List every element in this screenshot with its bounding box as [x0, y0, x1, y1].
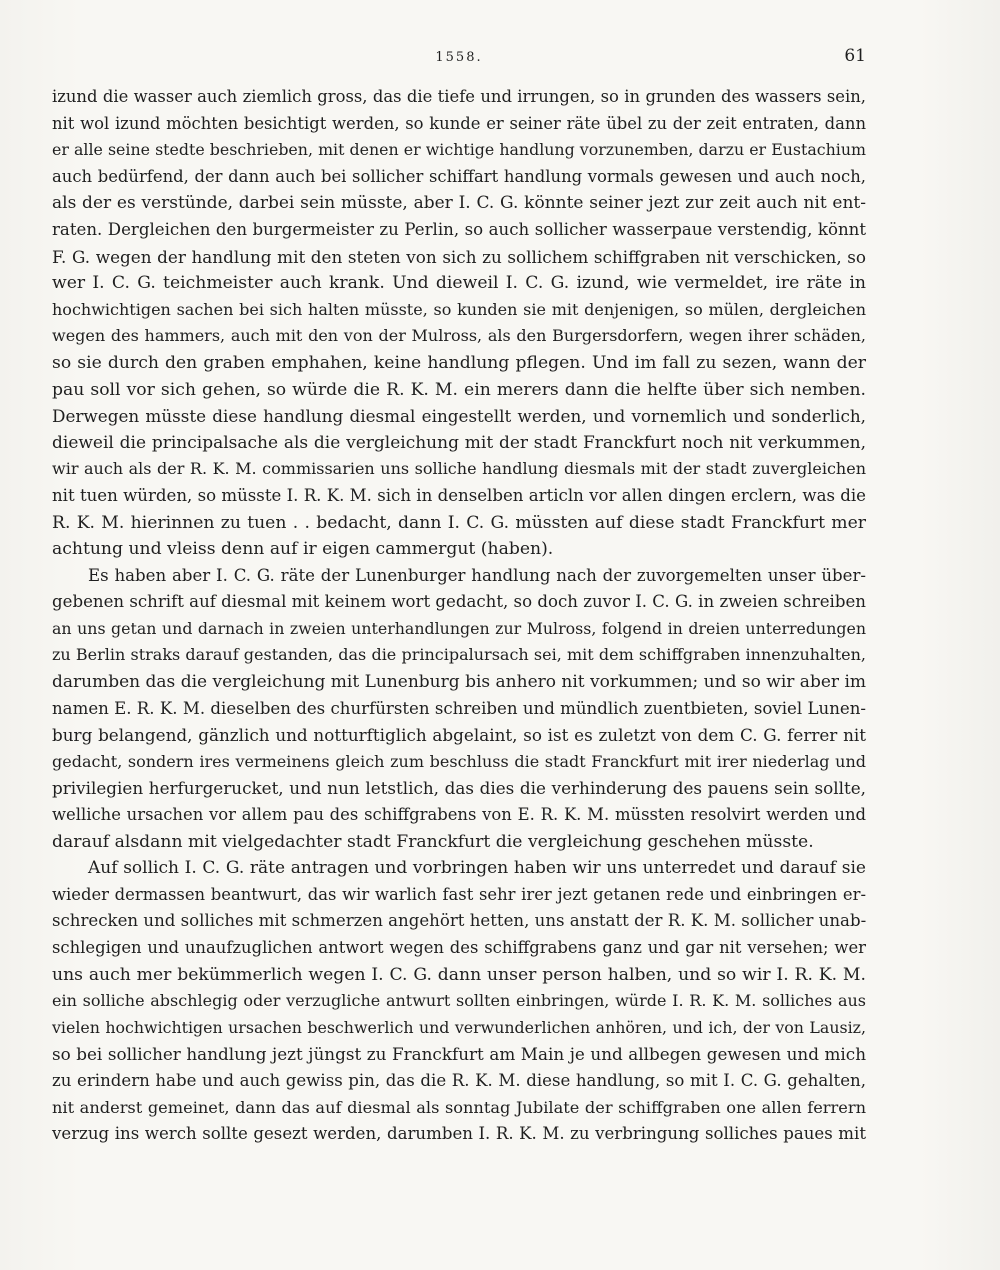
text-line: wegen des hammers, auch mit den von der Mulross, als den Burgersdorfern, wegen ihrer schäden, — [52, 326, 866, 346]
text-line: verzug ins werch sollte gesezt werden, darumben I. R. K. M. zu verbringung solliches paues mit — [52, 1124, 866, 1144]
text-line: schlegigen und unaufzuglichen antwort wegen des schiffgrabens ganz und gar nit versehen; wer — [52, 938, 866, 957]
text-line: er alle seine stedte beschrieben, mit denen er wichtige handlung vorzunemben, darzu er Eustachium — [52, 140, 866, 160]
text-line: Auf sollich I. C. G. räte antragen und vorbringen haben wir uns unterredet und darauf sie — [88, 858, 866, 879]
body-text — [52, 84, 866, 1148]
text-line: wer I. C. G. teichmeister auch krank. Und dieweil I. C. G. izund, wie vermeldet, ire räte in — [52, 273, 866, 294]
text-line: wieder dermassen beantwurt, das wir warlich fast sehr irer jezt getanen rede und einbringen er- — [52, 884, 866, 904]
page-number: 61 — [844, 46, 866, 66]
text-line: so sie durch den graben emphahen, keine handlung pflegen. Und im fall zu sezen, wann der — [52, 352, 866, 373]
text-line: so bei sollicher handlung jezt jüngst zu Franckfurt am Main je und allbegen gewesen und mich — [52, 1044, 866, 1065]
text-line: raten. Dergleichen den burgermeister zu Perlin, so auch sollicher wasserpaue verstendig, könnt — [52, 219, 866, 239]
text-line: darumben das die vergleichung mit Lunenburg bis anhero nit vorkummen; und so wir aber im — [52, 672, 866, 693]
text-line: zu Berlin straks darauf gestanden, das die principalursach sei, mit dem schiffgraben innenzuhalten, — [52, 645, 866, 665]
text-line: nit wol izund möchten besichtigt werden, so kunde er seiner räte übel zu der zeit entraten, dann — [52, 113, 866, 133]
text-line: darauf alsdann mit vielgedachter stadt Franckfurt die vergleichung geschehen müsste. — [52, 831, 814, 852]
text-line: namen E. R. K. M. dieselben des churfürsten schreiben und mündlich zuentbieten, soviel Lunen- — [52, 698, 866, 718]
text-line: nit anderst gemeinet, dann das auf diesmal als sonntag Jubilate der schiffgraben one allen ferrern — [52, 1097, 866, 1117]
text-line: schrecken und solliches mit schmerzen angehört hetten, uns anstatt der R. K. M. sollicher unab- — [52, 911, 867, 931]
text-line: privilegien herfurgerucket, und nun letstlich, das dies die verhinderung des pauens sein sollte, — [52, 778, 866, 799]
text-line: hochwichtigen sachen bei sich halten müsste, so kunden sie mit denjenigen, so mülen, dergleichen — [52, 299, 866, 319]
text-line: auch bedürfend, der dann auch bei sollicher schiffart handlung vormals gewesen und auch noch, — [52, 166, 866, 186]
text-line: R. K. M. hierinnen zu tuen . . bedacht, dann I. C. G. müssten auf diese stadt Franckfurt mer — [52, 512, 866, 533]
text-line: burg belangend, gänzlich und notturftiglich abgelaint, so ist es zuletzt von dem C. G. ferrer nit — [52, 725, 866, 746]
text-line: uns auch mer bekümmerlich wegen I. C. G. dann unser person halben, und so wir I. R. K. M. — [52, 964, 866, 985]
text-line: an uns getan und darnach in zweien unterhandlungen zur Mulross, folgend in dreien unterredungen — [52, 618, 866, 638]
text-line: achtung und vleiss denn auf ir eigen cammergut (haben). — [52, 539, 554, 560]
text-line: Es haben aber I. C. G. räte der Lunenburger handlung nach der zuvorgemelten unser über- — [88, 565, 866, 585]
text-line: nit tuen würden, so müsste I. R. K. M. sich in denselben articln vor allen dingen erclern, was die — [52, 485, 866, 505]
text-line: Derwegen müsste diese handlung diesmal eingestellt werden, und vornemlich und sonderlich, — [52, 406, 866, 427]
text-line: F. G. wegen der handlung mit den steten von sich zu sollichem schiffgraben nit verschicken, so — [52, 246, 866, 267]
text-line: als der es verstünde, darbei sein müsste, aber I. C. G. könnte seiner jezt zur zeit auch nit ent- — [52, 193, 866, 214]
text-line: gebenen schrift auf diesmal mit keinem wort gedacht, so doch zuvor I. C. G. in zweien schreiben — [52, 592, 866, 612]
text-line: gedacht, sondern ires vermeinens gleich zum beschluss die stadt Franckfurt mit irer niederlag und — [52, 751, 866, 771]
text-line: ein solliche abschlegig oder verzugliche antwurt sollten einbringen, würde I. R. K. M. solliches aus — [52, 991, 866, 1011]
text-line: pau soll vor sich gehen, so würde die R. K. M. ein merers dann die helfte über sich nemben. — [52, 379, 866, 400]
header-year: 1558. — [435, 50, 483, 65]
text-line: izund die wasser auch ziemlich gross, das die tiefe und irrungen, so in grunden des wassers sein, — [52, 87, 866, 106]
running-header — [52, 46, 866, 70]
text-line: dieweil die principalsache als die vergleichung mit der stadt Franckfurt noch nit verkummen, — [52, 432, 866, 453]
text-line: vielen hochwichtigen ursachen beschwerlich und verwunderlichen anhören, und ich, der von Lausiz, — [52, 1017, 866, 1037]
text-line: wir auch als der R. K. M. commissarien uns solliche handlung diesmals mit der stadt zuvergleichen — [52, 459, 866, 479]
text-line: zu erindern habe und auch gewiss pin, das die R. K. M. diese handlung, so mit I. C. G. gehalten, — [52, 1070, 866, 1090]
text-line: welliche ursachen vor allem pau des schiffgrabens von E. R. K. M. müssten resolvirt werden und — [52, 805, 866, 825]
